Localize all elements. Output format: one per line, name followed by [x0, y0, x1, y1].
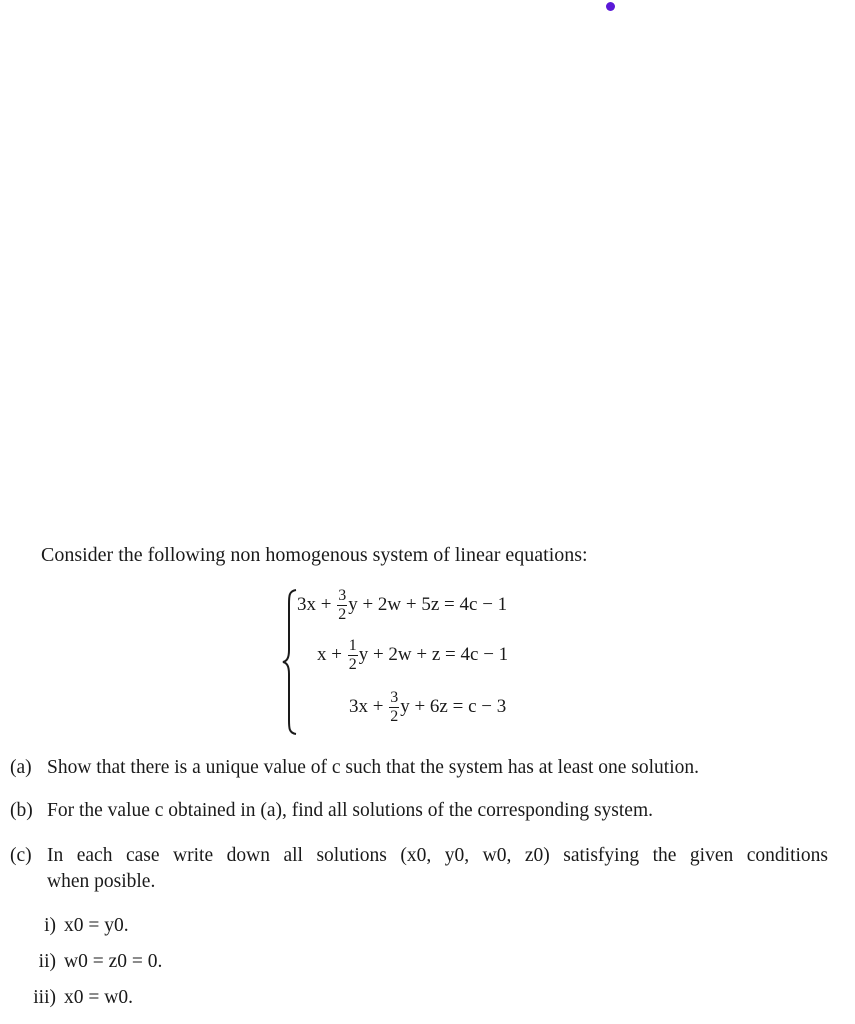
part-c-text-line2: when posible.: [47, 871, 156, 892]
subpart-text: w0 = z0 = 0.: [64, 951, 163, 972]
part-b: [10, 800, 830, 822]
equation-3: 3x + $\frac{3}{2}$ y + 6z = c − 3: [349, 689, 507, 725]
subpart-text: x0 = w0.: [64, 987, 133, 1008]
subpart-text: x0 = y0.: [64, 915, 129, 936]
part-c: [10, 845, 830, 867]
part-c-text-line1: In each case write down all solutions (x0, y0, w0, z0) satisfying the given conditions: [47, 845, 828, 866]
problem-intro: Consider the following non homogenous system of linear equations:: [41, 544, 588, 566]
subpart-iii: iii) x0 = w0.: [33, 987, 133, 1008]
equation-1: 3x + $\frac{3}{2}$ y + 2w + 5z = 4c − 1: [297, 587, 508, 623]
part-c-continued: [10, 871, 830, 893]
part-label: (c): [10, 845, 32, 866]
purple-dot-marker: [606, 2, 615, 11]
part-a-text: Show that there is a unique value of c such that the system has at least one solution.: [47, 757, 700, 778]
part-b-text: For the value c obtained in (a), find all solutions of the corresponding system.: [47, 800, 653, 821]
part-label: (b): [10, 800, 33, 821]
part-a: [10, 757, 830, 779]
part-label: (a): [10, 757, 32, 778]
equation-2: x + $\frac{1}{2}$ y + 2w + z = 4c − 1: [317, 637, 509, 673]
subpart-ii: ii) w0 = z0 = 0.: [38, 951, 163, 972]
subpart-i: i) x0 = y0.: [44, 915, 129, 936]
equation-system: [280, 588, 600, 736]
